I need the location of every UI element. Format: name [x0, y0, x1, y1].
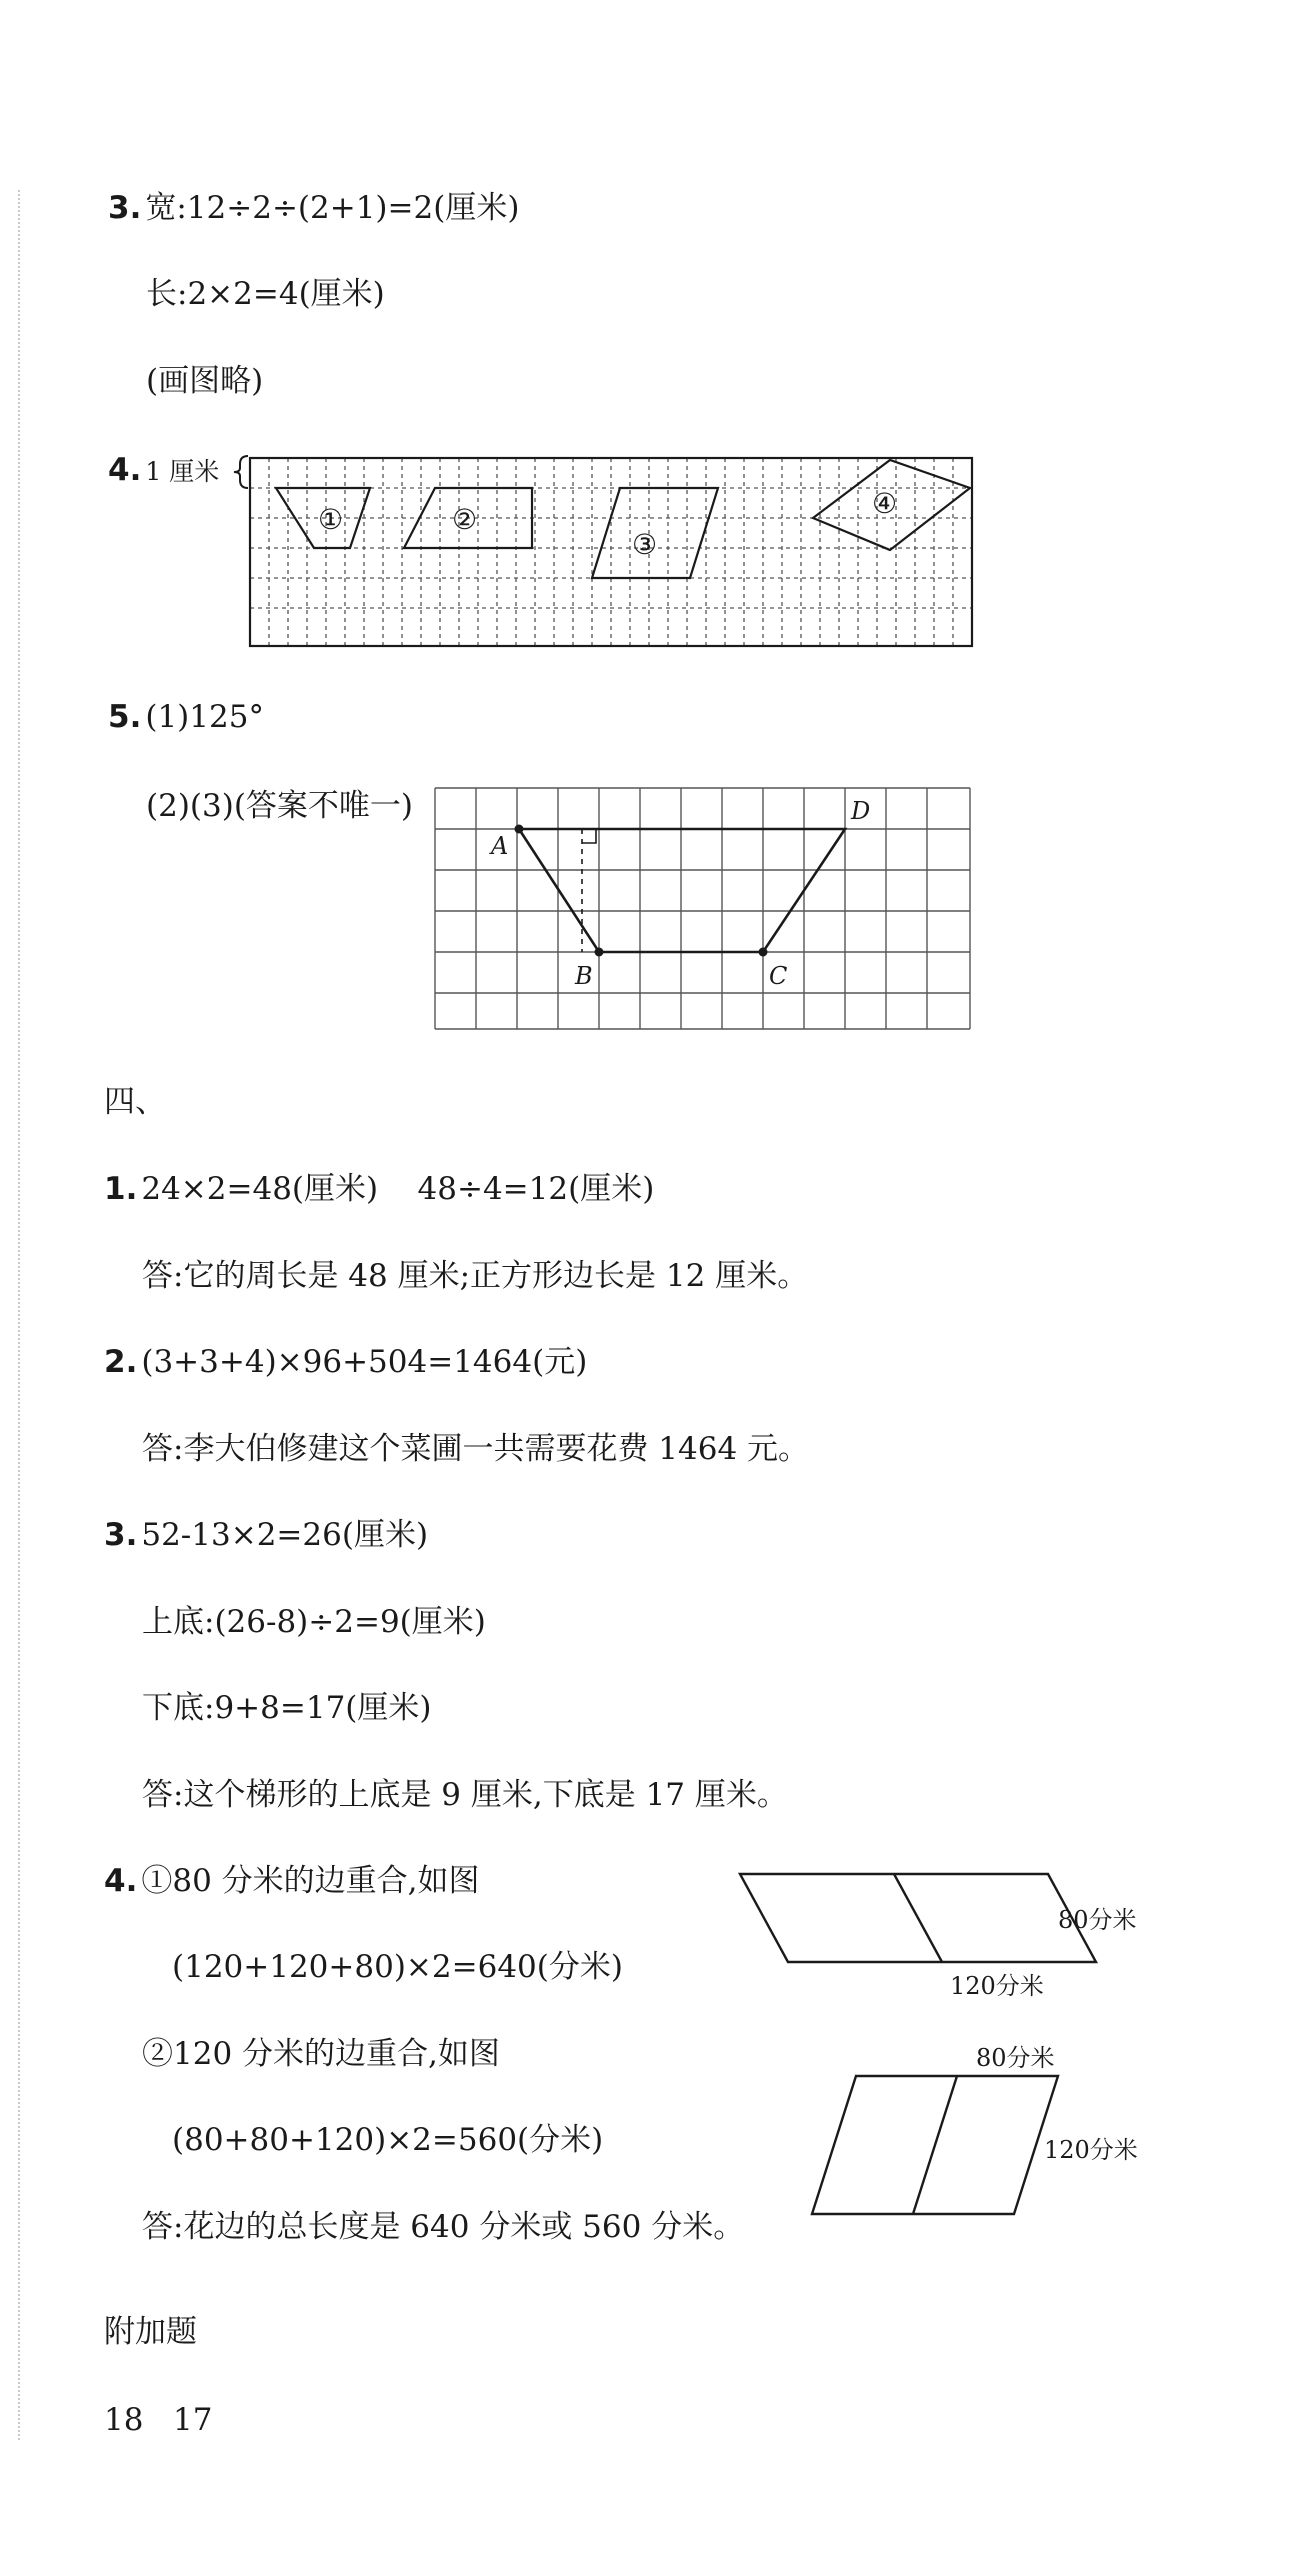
point-a-dot — [515, 825, 524, 834]
fig1-base-label: 120分米 — [950, 1972, 1044, 2000]
s4-q4-case1: 4. ①80 分米的边重合,如图 — [104, 1863, 480, 1899]
shape-2-label: ② — [452, 503, 478, 536]
q3-line2: 长:2×2=4(厘米) — [146, 276, 385, 312]
s4-q1-number: 1. — [104, 1171, 138, 1207]
q3-number: 3. — [108, 190, 142, 226]
shape-3-label: ③ — [632, 528, 658, 561]
trapezoid-abcd — [519, 829, 845, 952]
s4-q3-number: 3. — [104, 1517, 138, 1553]
s4-q4-case2: ②120 分米的边重合,如图 — [142, 2036, 500, 2072]
q5-line1: 5. (1)125° — [108, 699, 264, 735]
point-c-label: C — [769, 962, 788, 990]
q4-unit-label: 1 厘米 — [145, 457, 220, 486]
fig2-shared-edge — [913, 2076, 957, 2214]
s4-q4-number: 4. — [104, 1863, 138, 1899]
shape-1-label: ① — [318, 503, 344, 536]
s4-q3-answer: 答:这个梯形的上底是 9 厘米,下底是 17 厘米。 — [142, 1777, 788, 1813]
grid-border — [250, 458, 972, 646]
q3-line3: (画图略) — [146, 363, 264, 399]
fig2-top-label: 80分米 — [976, 2044, 1055, 2072]
unit-brace — [234, 456, 248, 488]
q4-grid-figure — [230, 450, 980, 660]
page-edge-dotted — [18, 190, 20, 2440]
fig1-side-label: 80分米 — [1058, 1906, 1137, 1934]
q4-figure-1 — [740, 1866, 1160, 2016]
fig1-shared-edge — [894, 1874, 942, 1962]
s4-q2-line1: 2. (3+3+4)×96+504=1464(元) — [104, 1344, 588, 1380]
q5-number: 5. — [108, 699, 142, 735]
point-b-label: B — [575, 962, 593, 990]
q4-number: 4. — [108, 452, 142, 488]
point-b-dot — [595, 948, 604, 957]
q4-line — [108, 450, 219, 492]
s4-q4-calc1: (120+120+80)×2=640(分米) — [172, 1949, 623, 1985]
right-angle-mark — [582, 829, 596, 843]
point-c-dot — [759, 948, 768, 957]
q5-grid-figure — [435, 788, 975, 1038]
point-a-label: A — [491, 832, 509, 860]
q3-line1: 3. 宽:12÷2÷(2+1)=2(厘米) — [108, 190, 520, 226]
s4-q4-answer: 答:花边的总长度是 640 分米或 560 分米。 — [142, 2209, 745, 2245]
fig2-side-label: 120分米 — [1044, 2136, 1138, 2164]
s4-q2-answer: 答:李大伯修建这个菜圃一共需要花费 1464 元。 — [142, 1431, 810, 1467]
shape-4-label: ④ — [872, 487, 898, 520]
solid-grid — [435, 788, 970, 1029]
q5-line2: (2)(3)(答案不唯一) — [146, 788, 414, 824]
dashed-grid — [250, 458, 972, 646]
q4-figure-2 — [800, 2036, 1180, 2276]
s4-q3-line1: 3. 52-13×2=26(厘米) — [104, 1517, 429, 1553]
s4-q2-number: 2. — [104, 1344, 138, 1380]
point-d-label: D — [851, 797, 871, 825]
s4-q3-line2: 上底:(26-8)÷2=9(厘米) — [142, 1604, 486, 1640]
s4-q1-line1: 1. 24×2=48(厘米) 48÷4=12(厘米) — [104, 1171, 655, 1207]
s4-q3-line3: 下底:9+8=17(厘米) — [142, 1690, 432, 1726]
extra-answers: 18 17 — [104, 2402, 213, 2438]
s4-q4-calc2: (80+80+120)×2=560(分米) — [172, 2122, 604, 2158]
s4-q1-answer: 答:它的周长是 48 厘米;正方形边长是 12 厘米。 — [142, 1258, 809, 1294]
extra-title: 附加题 — [104, 2314, 197, 2350]
section4-title: 四、 — [104, 1084, 166, 1120]
